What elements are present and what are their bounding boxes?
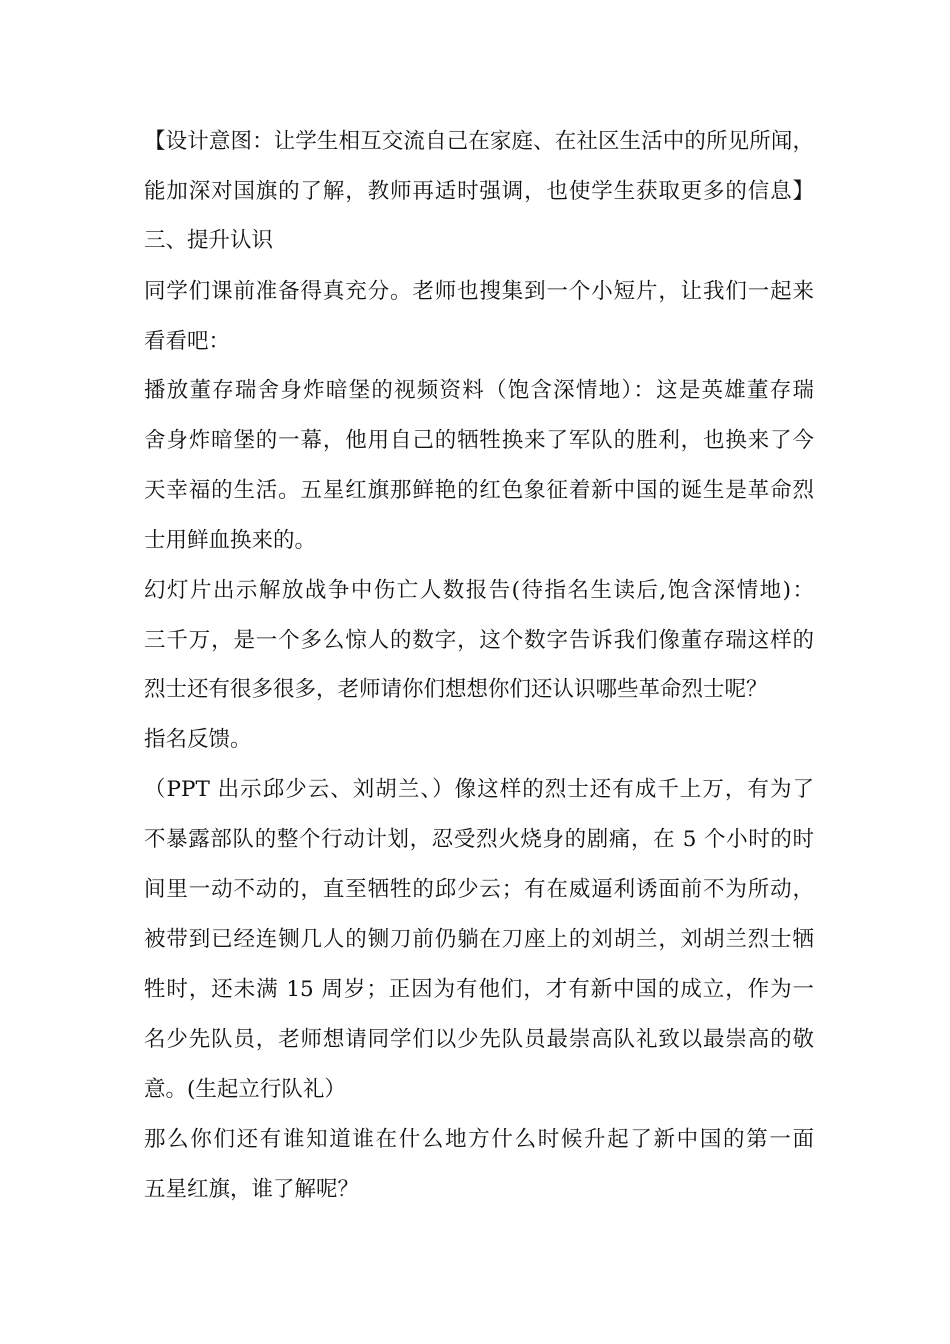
text-line: 三千万，是一个多么惊人的数字，这个数字告诉我们像董存瑞这样的 xyxy=(144,628,814,653)
text-line: 指名反馈。 xyxy=(144,727,252,752)
text-line: 天幸福的生活。五星红旗那鲜艳的红色象征着新中国的诞生是革命烈 xyxy=(144,478,814,503)
text-line: 被带到已经连铡几人的铡刀前仍躺在刀座上的刘胡兰，刘胡兰烈士牺 xyxy=(144,927,814,952)
text-line: 间里一动不动的，直至牺牲的邱少云；有在威逼利诱面前不为所动， xyxy=(144,877,814,902)
text-line: 烈士还有很多很多，老师请你们想想你们还认识哪些革命烈士呢？ xyxy=(144,677,768,702)
text-line: 那么你们还有谁知道谁在什么地方什么时候升起了新中国的第一面 xyxy=(144,1127,814,1152)
text-line: 名少先队员，老师想请同学们以少先队员最崇高队礼致以最崇高的敬 xyxy=(144,1027,814,1052)
text-line: 【设计意图：让学生相互交流自己在家庭、在社区生活中的所见所闻， xyxy=(144,129,814,154)
text-line: 不暴露部队的整个行动计划，忍受烈火烧身的剧痛，在 5 个小时的时 xyxy=(144,827,814,852)
text-line: 意。(生起立行队礼） xyxy=(144,1077,346,1102)
text-line: （PPT 出示邱少云、刘胡兰、）像这样的烈士还有成千上万，有为了 xyxy=(144,777,814,802)
text-line: 牲时，还未满 15 周岁；正因为有他们，才有新中国的成立，作为一 xyxy=(144,977,814,1002)
text-line: 五星红旗，谁了解呢？ xyxy=(144,1177,360,1202)
text-line: 舍身炸暗堡的一幕，他用自己的牺牲换来了军队的胜利，也换来了今 xyxy=(144,428,814,453)
text-line: 同学们课前准备得真充分。老师也搜集到一个小短片，让我们一起来 xyxy=(144,279,814,304)
section-heading: 三、提升认识 xyxy=(144,228,274,253)
text-line: 能加深对国旗的了解，教师再适时强调，也使学生获取更多的信息】 xyxy=(144,179,814,204)
text-line: 士用鲜血换来的。 xyxy=(144,528,317,553)
text-line: 幻灯片出示解放战争中伤亡人数报告(待指名生读后,饱含深情地)： xyxy=(144,578,814,603)
text-line: 看看吧： xyxy=(144,329,231,354)
text-line: 播放董存瑞舍身炸暗堡的视频资料（饱含深情地）：这是英雄董存瑞 xyxy=(144,378,814,403)
